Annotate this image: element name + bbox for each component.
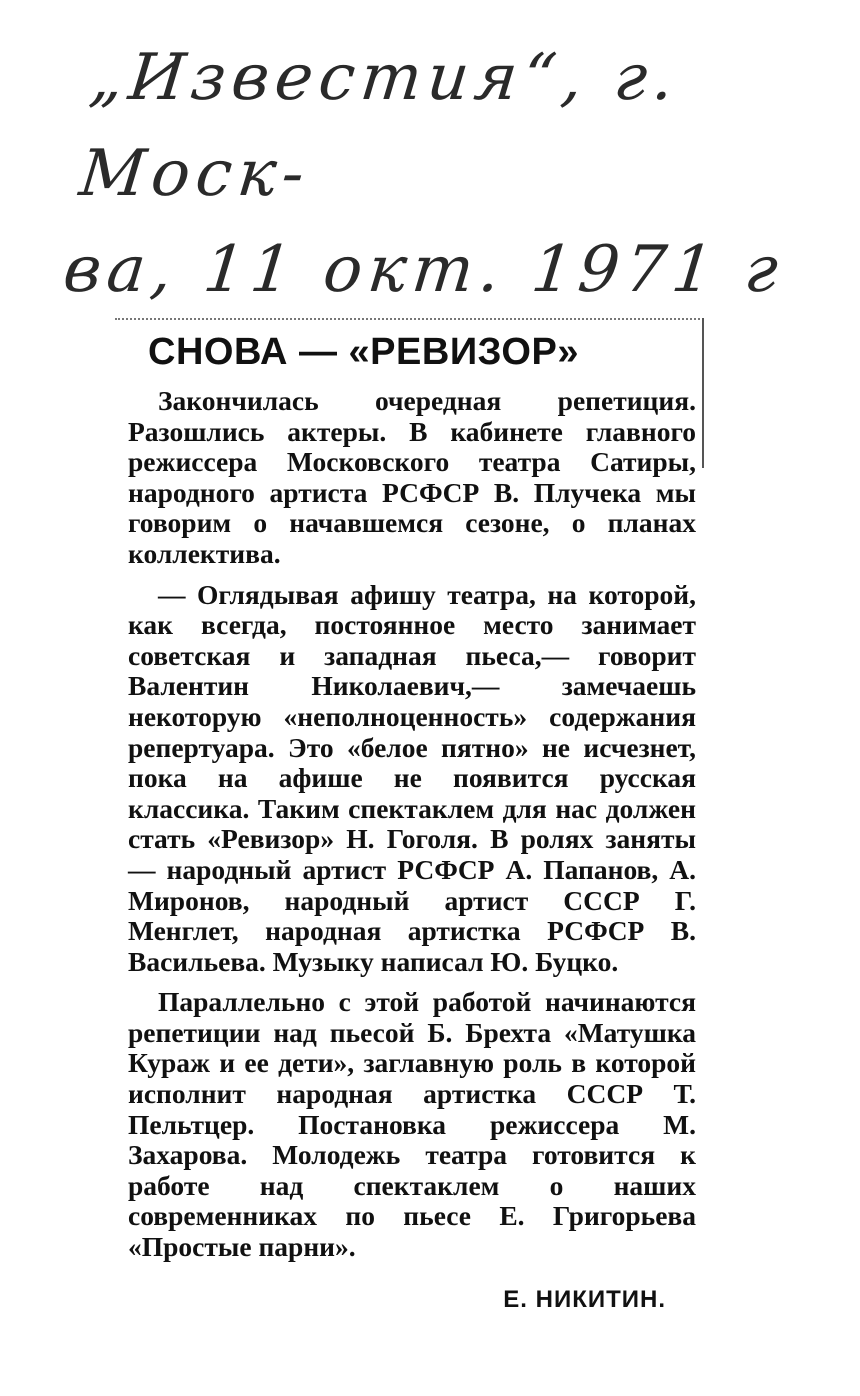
newspaper-article — [128, 330, 696, 1315]
article-paragraph-1: Закончилась очередная репетиция. Разошлись актеры. В кабинете главного режиссера Московского театра Сатиры, народного артиста РСФСР В. Плучека мы говорим о начавшемся сезоне, о планах коллектива. — [128, 385, 696, 569]
clipping-column-rule — [702, 318, 704, 468]
handwritten-line-1: „Известия“, г. Моск- — [76, 41, 684, 211]
handwritten-source-note — [55, 30, 860, 318]
article-byline: Е. НИКИТИН. — [503, 1285, 666, 1313]
article-headline: СНОВА — «РЕВИЗОР» — [148, 331, 579, 373]
article-paragraph-3: Параллельно с этой работой начинаются репетиции над пьесой Б. Брехта «Матушка Кураж и ее дети», заглавную роль в которой исполнит народная артистка СССР Т. Пельтцер. Постановка режиссера М. Захарова. Молодежь театра готовится к работе над спектаклем о наших современниках по пьесе Е. Григорьева «Простые парни». — [128, 986, 696, 1263]
handwritten-line-2: ва, 11 окт. 1971 г — [60, 233, 788, 307]
clipping-top-rule — [115, 318, 700, 320]
article-paragraph-2: — Оглядывая афишу театра, на которой, как всегда, постоянное место занимает советская и западная пьеса,— говорит Валентин Николаевич,— замечаешь некоторую «неполноценность» содержания репертуара. Это «белое пятно» не исчезнет, пока на афише не появится русская классика. Таким спектаклем для нас должен стать «Ревизор» Н. Гоголя. В ролях заняты — народный артист РСФСР А. Папанов, А. Миронов, народный артист СССР Г. Менглет, народная артистка РСФСР В. Васильева. Музыку написал Ю. Буцко. — [128, 578, 696, 977]
